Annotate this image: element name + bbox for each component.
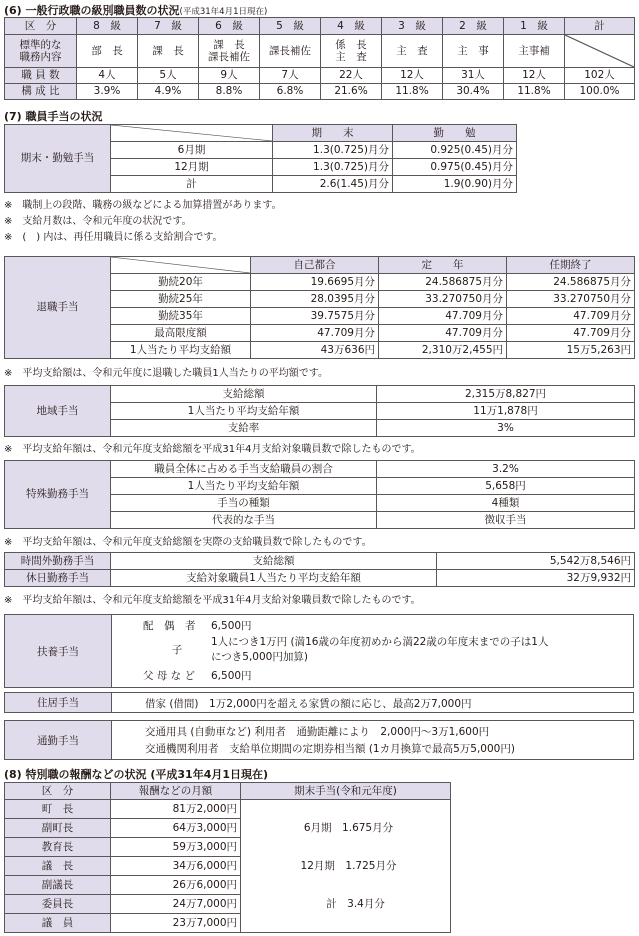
- tsukin-label: 通勤手当: [5, 721, 112, 759]
- diagonal-line: [111, 257, 250, 273]
- duty-cell: [138, 35, 199, 68]
- jukyo-box: [4, 692, 634, 713]
- note: ※ 支給月数は、令和元年度の状況です。: [4, 216, 192, 227]
- tokushu-row-name: 手当の種類: [111, 495, 377, 512]
- kimatsu-spacer: [517, 176, 635, 193]
- taishoku-value: 2,310万2,455円: [379, 342, 507, 359]
- special-staff-table: [4, 782, 451, 933]
- fuyou-item: 子: [171, 644, 183, 656]
- duty-cell: [321, 35, 382, 68]
- bonus-line: 6月期 1.675月分: [303, 821, 394, 834]
- note: ※ 職制上の段階、職務の級などによる加算措置があります。: [4, 200, 282, 211]
- taishoku-header-row: [5, 257, 635, 274]
- taishoku-row-name: 1人当たり平均支給額: [111, 342, 251, 359]
- tokushu-row-name: 職員全体に占める手当支給職員の割合: [111, 461, 377, 478]
- tsukin-box: [4, 720, 634, 760]
- tokushu-value: 5,658円: [377, 478, 635, 495]
- special-header-cell: 区 分: [5, 783, 111, 800]
- special-value: 59万3,000円: [111, 838, 241, 857]
- special-value: 81万2,000円: [111, 800, 241, 819]
- taishoku-value: 24.586875月分: [507, 274, 635, 291]
- jukyo-label: 住居手当: [5, 693, 112, 712]
- note: ※ 平均支給額は、令和元年度に退職した職員1人当たりの平均額です。: [4, 368, 328, 379]
- note: ※ ( ) 内は、再任用職員に係る支給割合です。: [4, 232, 223, 243]
- kimatsu-col-header: 期 末: [273, 125, 393, 142]
- kimatsu-spacer: [517, 125, 635, 142]
- duty-label-line: 職務内容: [19, 51, 62, 63]
- ratio-cell: 6.8%: [260, 84, 321, 100]
- grade-header-cell: 1 級: [504, 18, 565, 35]
- duty-text: 主 査: [335, 51, 367, 63]
- section8-title: (8) 特別職の報酬などの状況 (平成31年4月1日現在): [4, 768, 269, 781]
- grade-header-cell: 3 級: [382, 18, 443, 35]
- chiiki-label: 地域手当: [5, 386, 111, 437]
- count-cell: 22人: [321, 68, 382, 84]
- special-row-name: 町 長: [5, 800, 111, 819]
- kimatsu-row-name: 6月期: [111, 142, 273, 159]
- taishoku-value: 19.6695月分: [251, 274, 379, 291]
- kimatsu-value: 0.975(0.45)月分: [393, 159, 517, 176]
- taishoku-value: 47.709月分: [379, 308, 507, 325]
- ratio-cell: 30.4%: [443, 84, 504, 100]
- grade-header-row: [5, 18, 635, 35]
- special-row: [5, 800, 451, 819]
- tsukin-line: 交通機関利用者 支給単位期間の定期券相当額 (1カ月換算で最高5万5,000円): [145, 743, 515, 755]
- taishoku-col-header: 自己都合: [251, 257, 379, 274]
- duty-text: 係 長: [335, 38, 367, 51]
- fuyou-line: [143, 618, 252, 633]
- chiiki-value: 2,315万8,827円: [377, 386, 635, 403]
- bonus-line: 12月期 1.725月分: [300, 859, 397, 872]
- duty-text: 主事補: [518, 44, 550, 57]
- kimatsu-col-header: 勤 勉: [393, 125, 517, 142]
- duty-cell: [443, 35, 504, 68]
- ratio-row: [5, 84, 635, 100]
- jikangai-table: [4, 552, 635, 587]
- special-value: 24万7,000円: [111, 895, 241, 914]
- kimatsu-row-name: 計: [111, 176, 273, 193]
- count-cell: 102人: [565, 68, 635, 84]
- taishoku-row-name: 勤続20年: [111, 274, 251, 291]
- jikangai-row-name: 支給対象職員1人当たり平均支給年額: [111, 570, 437, 587]
- duty-label: [5, 35, 77, 68]
- taishoku-value: 39.7575月分: [251, 308, 379, 325]
- kimatsu-value: 1.9(0.90)月分: [393, 176, 517, 193]
- duty-text: 主 事: [457, 44, 489, 57]
- tokushu-label: 特殊勤務手当: [5, 461, 111, 529]
- duty-empty-cell: [565, 35, 635, 68]
- grade-header-cell: 7 級: [138, 18, 199, 35]
- taishoku-label: 退職手当: [5, 257, 111, 359]
- count-cell: 4人: [77, 68, 138, 84]
- taishoku-value: 47.709月分: [507, 308, 635, 325]
- grade-header-cell: 6 級: [199, 18, 260, 35]
- fuyou-line: [143, 634, 549, 664]
- duty-cell: [77, 35, 138, 68]
- fuyou-amount-line: につき5,000円加算): [211, 651, 308, 663]
- special-row-name: 委員長: [5, 895, 111, 914]
- diagonal-line: [111, 125, 272, 141]
- kimatsu-header-row: [5, 125, 635, 142]
- jikangai-row: [5, 570, 635, 587]
- duty-cell: [504, 35, 565, 68]
- taishoku-value: 47.709月分: [507, 325, 635, 342]
- jikangai-row: [5, 553, 635, 570]
- tsukin-line: 交通用具 (自動車など) 利用者 通勤距離により 2,000円〜3万1,600円: [145, 726, 490, 738]
- fuyou-label: 扶養手当: [5, 615, 112, 687]
- grade-header-cell: 2 級: [443, 18, 504, 35]
- taishoku-value: 28.0395月分: [251, 291, 379, 308]
- count-cell: 12人: [504, 68, 565, 84]
- count-row: [5, 68, 635, 84]
- taishoku-row-name: 勤続35年: [111, 308, 251, 325]
- kimatsu-value: 2.6(1.45)月分: [273, 176, 393, 193]
- fuyou-amount-line: 1人につき1万円 (満16歳の年度初めから満22歳の年度末までの子は1人: [211, 636, 549, 648]
- jikangai-value: 32万9,932円: [437, 570, 635, 587]
- chiiki-table: [4, 385, 635, 437]
- special-value: 34万6,000円: [111, 857, 241, 876]
- fuyou-item: 父 母 な ど: [143, 670, 196, 682]
- special-value: 26万6,000円: [111, 876, 241, 895]
- taishoku-row-name: 最高限度額: [111, 325, 251, 342]
- bonus-line: 計 3.4月分: [326, 898, 385, 911]
- count-label: 職 員 数: [5, 68, 77, 84]
- jikangai-row-name: 支給総額: [111, 553, 437, 570]
- ratio-label: 構 成 比: [5, 84, 77, 100]
- taishoku-table: [4, 256, 635, 359]
- special-row-name: 議 員: [5, 914, 111, 933]
- duty-cell: [199, 35, 260, 68]
- kyujitsu-label: 休日勤務手当: [5, 570, 111, 587]
- duty-text: 課長補佐: [269, 44, 311, 57]
- fuyou-line: [143, 668, 252, 683]
- taishoku-value: 47.709月分: [251, 325, 379, 342]
- section6-subtitle: (平成31年4月1日現在): [179, 7, 268, 17]
- fuyou-box: [4, 614, 634, 688]
- special-row-name: 副議長: [5, 876, 111, 895]
- jikangai-label: 時間外勤務手当: [5, 553, 111, 570]
- tokushu-table: [4, 460, 635, 529]
- taishoku-value: 24.586875月分: [379, 274, 507, 291]
- fuyou-item: 配 偶 者: [143, 620, 196, 632]
- jukyo-text: 借家 (借間) 1万2,000円を超える家賃の額に応じ、最高2万7,000円: [145, 698, 472, 710]
- taishoku-row-name: 勤続25年: [111, 291, 251, 308]
- bonus-cell: [241, 800, 451, 933]
- note: ※ 平均支給年額は、令和元年度支給総額を実際の支給職員数で除したものです。: [4, 537, 372, 548]
- note: ※ 平均支給年額は、令和元年度支給総額を平成31年4月支給対象職員数で除したものです。: [4, 444, 421, 455]
- taishoku-col-header: 定 年: [379, 257, 507, 274]
- special-header-row: [5, 783, 451, 800]
- kimatsu-label: 期末・勤勉手当: [5, 125, 111, 193]
- duty-text: 課 長: [152, 44, 184, 57]
- section6-title-text: (6) 一般行政職の級別職員数の状況: [4, 4, 180, 17]
- ratio-cell: 100.0%: [565, 84, 635, 100]
- ratio-cell: 11.8%: [504, 84, 565, 100]
- grade-header-cell: 4 級: [321, 18, 382, 35]
- chiiki-row-name: 支給率: [111, 420, 377, 437]
- tokushu-row-name: 代表的な手当: [111, 512, 377, 529]
- special-row-name: 教育長: [5, 838, 111, 857]
- count-cell: 9人: [199, 68, 260, 84]
- duty-text: 課長補佐: [208, 51, 250, 63]
- grade-header-cell: 8 級: [77, 18, 138, 35]
- duty-text: 部 長: [91, 44, 123, 57]
- fuyou-amount: [211, 634, 549, 664]
- grade-header-cell: 計: [565, 18, 635, 35]
- kimatsu-value: 1.3(0.725)月分: [273, 159, 393, 176]
- tokushu-value: 4種類: [377, 495, 635, 512]
- taishoku-col-header: 任期終了: [507, 257, 635, 274]
- kimatsu-spacer: [517, 159, 635, 176]
- kimatsu-spacer: [517, 142, 635, 159]
- special-header-cell: 報酬などの月額: [111, 783, 241, 800]
- count-cell: 31人: [443, 68, 504, 84]
- duty-cell: [260, 35, 321, 68]
- kimatsu-row-name: 12月期: [111, 159, 273, 176]
- taishoku-value: 43万636円: [251, 342, 379, 359]
- duty-text: 主 査: [396, 44, 428, 57]
- tokushu-row: [5, 461, 635, 478]
- duty-text: 課 長: [213, 38, 245, 51]
- ratio-cell: 8.8%: [199, 84, 260, 100]
- taishoku-value: 47.709月分: [379, 325, 507, 342]
- tokushu-row-name: 1人当たり平均支給年額: [111, 478, 377, 495]
- grade-staff-table: [4, 17, 635, 100]
- tokushu-value: 徴収手当: [377, 512, 635, 529]
- tokushu-value: 3.2%: [377, 461, 635, 478]
- special-header-cell: 期末手当(令和元年度): [241, 783, 451, 800]
- taishoku-corner: [111, 257, 251, 274]
- chiiki-row-name: 支給総額: [111, 386, 377, 403]
- kimatsu-value: 1.3(0.725)月分: [273, 142, 393, 159]
- diagonal-line: [565, 35, 634, 67]
- kimatsu-corner: [111, 125, 273, 142]
- note: ※ 平均支給年額は、令和元年度支給総額を平成31年4月支給対象職員数で除したものです。: [4, 595, 421, 606]
- duty-row: [5, 35, 635, 68]
- section6-title: [4, 2, 267, 18]
- chiiki-row-name: 1人当たり平均支給年額: [111, 403, 377, 420]
- ratio-cell: 4.9%: [138, 84, 199, 100]
- count-cell: 5人: [138, 68, 199, 84]
- fuyou-amount: 6,500円: [211, 670, 252, 682]
- special-value: 23万7,000円: [111, 914, 241, 933]
- ratio-cell: 21.6%: [321, 84, 382, 100]
- special-value: 64万3,000円: [111, 819, 241, 838]
- jikangai-value: 5,542万8,546円: [437, 553, 635, 570]
- taishoku-value: 15万5,263円: [507, 342, 635, 359]
- special-row-name: 副町長: [5, 819, 111, 838]
- grade-header-cell: 区 分: [5, 18, 77, 35]
- chiiki-value: 3%: [377, 420, 635, 437]
- kimatsu-table: [4, 124, 635, 193]
- grade-header-cell: 5 級: [260, 18, 321, 35]
- count-cell: 7人: [260, 68, 321, 84]
- count-cell: 12人: [382, 68, 443, 84]
- special-row-name: 議 長: [5, 857, 111, 876]
- kimatsu-value: 0.925(0.45)月分: [393, 142, 517, 159]
- ratio-cell: 3.9%: [77, 84, 138, 100]
- fuyou-amount: 6,500円: [211, 620, 252, 632]
- duty-label-line: 標準的な: [19, 38, 62, 51]
- taishoku-value: 33.270750月分: [507, 291, 635, 308]
- section7-title: (7) 職員手当の状況: [4, 110, 103, 123]
- chiiki-value: 11万1,878円: [377, 403, 635, 420]
- taishoku-value: 33.270750月分: [379, 291, 507, 308]
- chiiki-row: [5, 386, 635, 403]
- ratio-cell: 11.8%: [382, 84, 443, 100]
- duty-cell: [382, 35, 443, 68]
